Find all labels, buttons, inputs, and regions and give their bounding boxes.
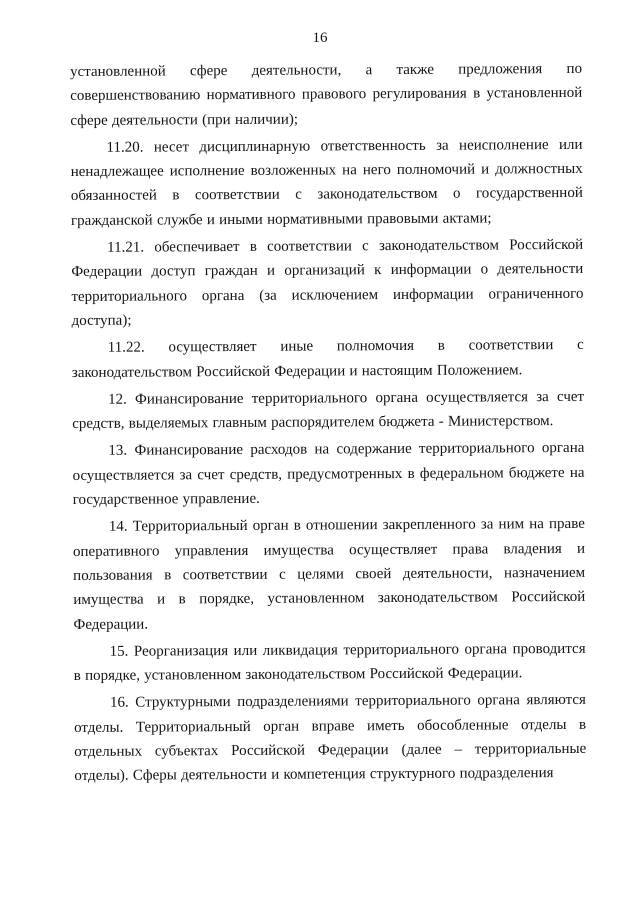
paragraph-13: 13. Финансирование расходов на содержание территориального органа осуществляется за счет средств, предусмотренных в федеральном бюджете на государственное управление. [72, 440, 585, 509]
paragraph-16: 16. Структурными подразделениями территориального органа являются отделы. Территориальный орган вправе иметь обособленные отделы в отдельных субъектах Российской Федерации (далее – территориальные отделы). Сферы деятельности и компетенция структурного подразделения [74, 692, 587, 785]
paragraph-11-21: 11.21. обеспечивает в соответствии с законодательством Российской Федерации доступ граждан и организаций к информации о деятельности территориального органа (за исключением информации ограниченного доступа); [71, 236, 584, 329]
paragraph-14: 14. Территориальный орган в отношении закрепленного за ним на праве оперативного управления имущества осуществляет права владения и пользования в соответствии с целями своей деятельности, назначением имущества и в порядке, установленном законодательством Российской Федерации. [72, 516, 586, 633]
document-body [70, 57, 586, 789]
page-number: 16 [312, 30, 328, 46]
paragraph-11-20: 11.20. несет дисциплинарную ответственность за неисполнение или ненадлежащее исполнение возложенных на него полномочий и должностных обязанностей в соответствии с законодательством о государственной гражданской службе и иными нормативными правовыми актами; [70, 136, 583, 229]
paragraph-12: 12. Финансирование территориального органа осуществляется за счет средств, выделяемых главным распорядителем бюджета - Министерством. [72, 388, 585, 433]
paragraph-15: 15. Реорганизация или ликвидация территориального органа проводится в порядке, установленном законодательством Российской Федерации. [73, 640, 586, 685]
paragraph-continuation: установленной сфере деятельности, а также предложения по совершенствованию нормативного правового регулирования в установленной сфере деятельности (при наличии); [70, 60, 583, 129]
paragraph-11-22: 11.22. осуществляет иные полномочия в соответствии с законодательством Российской Федерации и настоящим Положением. [71, 337, 584, 381]
